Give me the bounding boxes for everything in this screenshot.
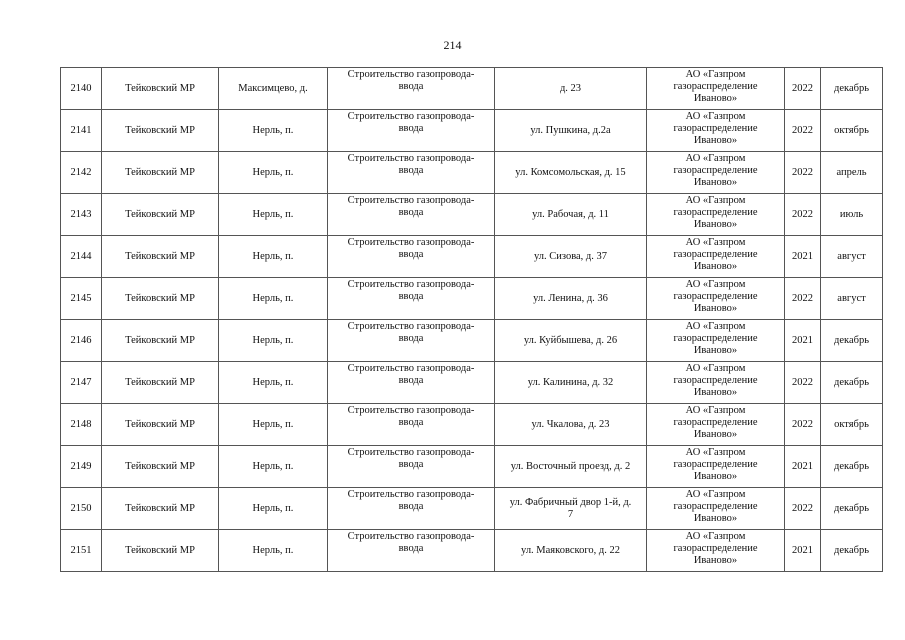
address-cell — [495, 110, 647, 152]
work-type-cell-line: Строительство газопровода- — [347, 363, 475, 374]
organization-cell-line: газораспределение — [673, 165, 758, 176]
month-cell: апрель — [821, 152, 883, 194]
organization-cell-line: Иваново» — [693, 429, 738, 440]
organization-cell-line: Иваново» — [693, 135, 738, 146]
settlement-cell: Нерль, п. — [219, 110, 328, 152]
address-cell-line: д. 23 — [559, 82, 582, 94]
organization-cell — [647, 278, 785, 320]
organization-cell-line: Иваново» — [693, 345, 738, 356]
address-cell — [495, 278, 647, 320]
address-cell-line: 7 — [567, 508, 574, 520]
row-number-cell: 2151 — [61, 530, 102, 572]
work-type-cell-line: ввода — [398, 207, 424, 218]
organization-cell-line: газораспределение — [673, 207, 758, 218]
address-cell — [495, 530, 647, 572]
district-cell: Тейковский МР — [102, 488, 219, 530]
address-cell — [495, 320, 647, 362]
work-type-cell-line: Строительство газопровода- — [347, 489, 475, 500]
work-type-cell — [328, 362, 495, 404]
organization-cell-line: газораспределение — [673, 123, 758, 134]
table-row — [61, 194, 883, 236]
organization-cell-line: газораспределение — [673, 459, 758, 470]
organization-cell-line: Иваново» — [693, 387, 738, 398]
address-cell — [495, 194, 647, 236]
address-cell — [495, 68, 647, 110]
organization-cell — [647, 530, 785, 572]
work-type-cell — [328, 68, 495, 110]
organization-cell-line: Иваново» — [693, 177, 738, 188]
organization-cell-line: АО «Газпром — [685, 195, 746, 206]
row-number-cell: 2147 — [61, 362, 102, 404]
year-cell: 2021 — [785, 530, 821, 572]
table-row — [61, 362, 883, 404]
organization-cell-line: АО «Газпром — [685, 321, 746, 332]
address-cell-line: ул. Маяковского, д. 22 — [521, 544, 620, 556]
table-row — [61, 404, 883, 446]
district-cell: Тейковский МР — [102, 194, 219, 236]
row-number-cell: 2144 — [61, 236, 102, 278]
district-cell: Тейковский МР — [102, 110, 219, 152]
settlement-cell: Нерль, п. — [219, 362, 328, 404]
row-number-cell: 2143 — [61, 194, 102, 236]
work-type-cell — [328, 320, 495, 362]
organization-cell — [647, 488, 785, 530]
organization-cell-line: АО «Газпром — [685, 279, 746, 290]
row-number-cell: 2140 — [61, 68, 102, 110]
organization-cell-line: газораспределение — [673, 543, 758, 554]
month-cell: декабрь — [821, 530, 883, 572]
settlement-cell: Нерль, п. — [219, 446, 328, 488]
month-cell: декабрь — [821, 320, 883, 362]
address-cell-line: ул. Фабричный двор 1-й, д. — [509, 496, 632, 508]
settlement-cell: Нерль, п. — [219, 320, 328, 362]
address-cell-line: ул. Комсомольская, д. 15 — [515, 166, 626, 178]
row-number-cell: 2142 — [61, 152, 102, 194]
organization-cell-line: АО «Газпром — [685, 111, 746, 122]
organization-cell-line: газораспределение — [673, 375, 758, 386]
year-cell: 2022 — [785, 68, 821, 110]
organization-cell — [647, 110, 785, 152]
organization-cell-line: газораспределение — [673, 417, 758, 428]
organization-cell-line: Иваново» — [693, 303, 738, 314]
table-row — [61, 488, 883, 530]
work-type-cell-line: Строительство газопровода- — [347, 69, 475, 80]
year-cell: 2021 — [785, 446, 821, 488]
table-row — [61, 68, 883, 110]
table-row — [61, 530, 883, 572]
settlement-cell: Нерль, п. — [219, 404, 328, 446]
organization-cell-line: АО «Газпром — [685, 489, 746, 500]
work-type-cell-line: Строительство газопровода- — [347, 447, 475, 458]
work-type-cell-line: Строительство газопровода- — [347, 111, 475, 122]
district-cell: Тейковский МР — [102, 530, 219, 572]
organization-cell-line: газораспределение — [673, 501, 758, 512]
row-number-cell: 2146 — [61, 320, 102, 362]
settlement-cell: Нерль, п. — [219, 152, 328, 194]
work-type-cell — [328, 446, 495, 488]
settlement-cell: Нерль, п. — [219, 488, 328, 530]
work-type-cell — [328, 404, 495, 446]
address-cell — [495, 362, 647, 404]
month-cell: октябрь — [821, 404, 883, 446]
work-type-cell-line: Строительство газопровода- — [347, 531, 475, 542]
work-type-cell-line: Строительство газопровода- — [347, 321, 475, 332]
address-cell-line: ул. Восточный проезд, д. 2 — [510, 460, 631, 472]
address-cell — [495, 446, 647, 488]
year-cell: 2021 — [785, 320, 821, 362]
month-cell: декабрь — [821, 68, 883, 110]
settlement-cell: Нерль, п. — [219, 236, 328, 278]
work-type-cell-line: ввода — [398, 81, 424, 92]
settlement-cell: Нерль, п. — [219, 530, 328, 572]
address-cell-line: ул. Ленина, д. 36 — [533, 292, 608, 304]
address-cell — [495, 488, 647, 530]
organization-cell — [647, 446, 785, 488]
row-number-cell: 2149 — [61, 446, 102, 488]
year-cell: 2022 — [785, 488, 821, 530]
organization-cell-line: Иваново» — [693, 219, 738, 230]
organization-cell-line: АО «Газпром — [685, 363, 746, 374]
organization-cell-line: АО «Газпром — [685, 69, 746, 80]
district-cell: Тейковский МР — [102, 236, 219, 278]
address-cell — [495, 236, 647, 278]
address-cell-line: ул. Рабочая, д. 11 — [532, 208, 609, 220]
organization-cell — [647, 194, 785, 236]
table-row — [61, 110, 883, 152]
settlement-cell: Нерль, п. — [219, 278, 328, 320]
organization-cell-line: газораспределение — [673, 291, 758, 302]
month-cell: декабрь — [821, 488, 883, 530]
work-type-cell — [328, 488, 495, 530]
work-type-cell-line: Строительство газопровода- — [347, 153, 475, 164]
work-type-cell-line: ввода — [398, 375, 424, 386]
table-row — [61, 278, 883, 320]
settlement-cell: Нерль, п. — [219, 194, 328, 236]
organization-cell-line: газораспределение — [673, 81, 758, 92]
year-cell: 2021 — [785, 236, 821, 278]
page-number: 214 — [443, 38, 462, 52]
district-cell: Тейковский МР — [102, 362, 219, 404]
work-type-cell — [328, 152, 495, 194]
year-cell: 2022 — [785, 362, 821, 404]
district-cell: Тейковский МР — [102, 68, 219, 110]
organization-cell-line: АО «Газпром — [685, 153, 746, 164]
organization-cell-line: АО «Газпром — [685, 237, 746, 248]
address-cell-line: ул. Сизова, д. 37 — [533, 250, 608, 262]
gasification-table — [60, 67, 883, 572]
organization-cell — [647, 320, 785, 362]
organization-cell-line: Иваново» — [693, 513, 738, 524]
organization-cell-line: газораспределение — [673, 333, 758, 344]
work-type-cell — [328, 530, 495, 572]
year-cell: 2022 — [785, 152, 821, 194]
table-row — [61, 152, 883, 194]
work-type-cell — [328, 110, 495, 152]
organization-cell — [647, 68, 785, 110]
organization-cell — [647, 152, 785, 194]
year-cell: 2022 — [785, 404, 821, 446]
work-type-cell-line: Строительство газопровода- — [347, 279, 475, 290]
address-cell-line: ул. Калинина, д. 32 — [527, 376, 614, 388]
organization-cell-line: АО «Газпром — [685, 447, 746, 458]
work-type-cell-line: ввода — [398, 501, 424, 512]
organization-cell-line: Иваново» — [693, 93, 738, 104]
organization-cell-line: Иваново» — [693, 261, 738, 272]
district-cell: Тейковский МР — [102, 446, 219, 488]
row-number-cell: 2145 — [61, 278, 102, 320]
address-cell-line: ул. Куйбышева, д. 26 — [523, 334, 618, 346]
district-cell: Тейковский МР — [102, 152, 219, 194]
address-cell — [495, 404, 647, 446]
district-cell: Тейковский МР — [102, 320, 219, 362]
work-type-cell-line: ввода — [398, 123, 424, 134]
year-cell: 2022 — [785, 278, 821, 320]
work-type-cell-line: Строительство газопровода- — [347, 195, 475, 206]
row-number-cell: 2141 — [61, 110, 102, 152]
organization-cell-line: Иваново» — [693, 555, 738, 566]
month-cell: декабрь — [821, 446, 883, 488]
work-type-cell — [328, 278, 495, 320]
address-cell-line: ул. Пушкина, д.2а — [530, 124, 611, 136]
district-cell: Тейковский МР — [102, 404, 219, 446]
year-cell: 2022 — [785, 194, 821, 236]
work-type-cell-line: ввода — [398, 291, 424, 302]
work-type-cell-line: Строительство газопровода- — [347, 405, 475, 416]
month-cell: август — [821, 278, 883, 320]
work-type-cell-line: ввода — [398, 249, 424, 260]
table-row — [61, 236, 883, 278]
organization-cell — [647, 236, 785, 278]
month-cell: октябрь — [821, 110, 883, 152]
organization-cell-line: газораспределение — [673, 249, 758, 260]
settlement-cell: Максимцево, д. — [219, 68, 328, 110]
district-cell: Тейковский МР — [102, 278, 219, 320]
work-type-cell — [328, 236, 495, 278]
organization-cell — [647, 404, 785, 446]
table-row — [61, 446, 883, 488]
address-cell — [495, 152, 647, 194]
work-type-cell — [328, 194, 495, 236]
organization-cell — [647, 362, 785, 404]
table-row — [61, 320, 883, 362]
organization-cell-line: Иваново» — [693, 471, 738, 482]
work-type-cell-line: ввода — [398, 165, 424, 176]
year-cell: 2022 — [785, 110, 821, 152]
work-type-cell-line: Строительство газопровода- — [347, 237, 475, 248]
month-cell: июль — [821, 194, 883, 236]
month-cell: декабрь — [821, 362, 883, 404]
month-cell: август — [821, 236, 883, 278]
row-number-cell: 2148 — [61, 404, 102, 446]
table-body — [61, 68, 883, 572]
address-cell-line: ул. Чкалова, д. 23 — [531, 418, 610, 430]
work-type-cell-line: ввода — [398, 333, 424, 344]
organization-cell-line: АО «Газпром — [685, 405, 746, 416]
work-type-cell-line: ввода — [398, 543, 424, 554]
organization-cell-line: АО «Газпром — [685, 531, 746, 542]
work-type-cell-line: ввода — [398, 459, 424, 470]
row-number-cell: 2150 — [61, 488, 102, 530]
work-type-cell-line: ввода — [398, 417, 424, 428]
